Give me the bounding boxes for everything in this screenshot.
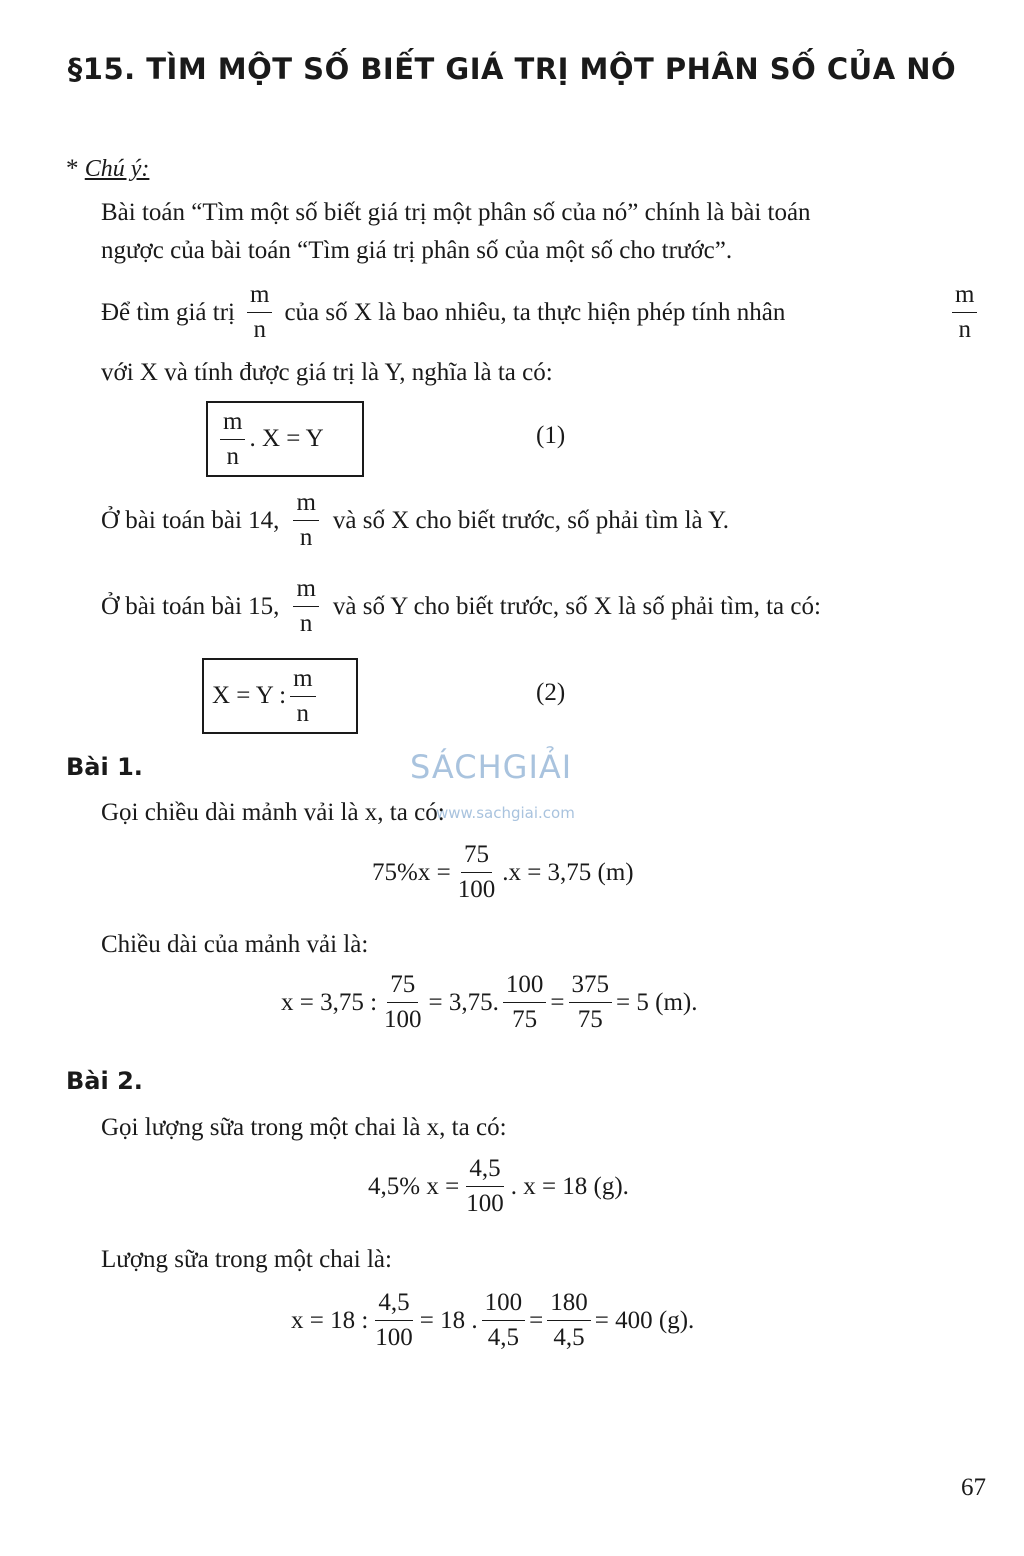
fraction-denominator: n (299, 524, 313, 551)
fraction-m-n-2 (952, 278, 977, 347)
fraction-numerator: 100 (503, 968, 547, 1003)
formula-1-box (206, 401, 364, 477)
page-title: §15. TÌM MỘT SỐ BIẾT GIÁ TRỊ MỘT PHÂN SỐ CỦA NÓ (67, 52, 957, 86)
note-star: * (66, 155, 79, 182)
fraction-denominator: 4,5 (553, 1324, 585, 1351)
fraction-numerator: 100 (482, 1286, 526, 1321)
fraction-numerator: m (290, 662, 315, 697)
fraction-denominator: n (226, 442, 239, 470)
formula-1-rest: . X = Y (249, 425, 324, 452)
formula-text: .x = 3,75 (m) (502, 858, 634, 886)
note-line-5 (101, 486, 729, 555)
fraction-m-n-right (948, 278, 981, 347)
note-line-3 (101, 278, 785, 347)
formula-fraction (547, 1286, 591, 1355)
fraction-numerator: 4,5 (375, 1286, 412, 1321)
formula-text: = (550, 988, 565, 1016)
fraction-numerator: m (293, 572, 318, 607)
fraction-denominator: n (958, 316, 971, 343)
fraction-denominator: 4,5 (487, 1324, 520, 1351)
formula-2-pre: X = Y : (212, 682, 287, 709)
fraction-numerator: 375 (569, 968, 613, 1003)
fraction-numerator: 75 (387, 968, 418, 1003)
formula-fraction (503, 968, 547, 1037)
exercise-1-line-2: Chiều dài của mảnh vải là: (101, 931, 369, 958)
note-label (66, 154, 149, 184)
note-line-3-end: của số X là bao nhiêu, ta thực hiện phép tính nhân (284, 298, 786, 326)
fraction-denominator: 100 (466, 1190, 504, 1217)
exercise-1-line-1: Gọi chiều dài mảnh vải là x, ta có: (101, 799, 445, 826)
exercise-1-formula-2 (281, 968, 697, 1037)
fraction-numerator: 4,5 (466, 1152, 503, 1187)
note-line-6-end: và số Y cho biết trước, số X là số phải tìm, ta có: (332, 592, 821, 620)
fraction-denominator: n (253, 316, 266, 343)
formula-fraction (372, 1286, 416, 1355)
fraction-numerator: m (220, 405, 245, 440)
formula-text: = 400 (g). (594, 1306, 695, 1334)
note-line-1: Bài toán “Tìm một số biết giá trị một phân số của nó” chính là bài toán (101, 199, 811, 226)
exercise-2-line-1: Gọi lượng sữa trong một chai là x, ta có: (101, 1114, 507, 1141)
formula-1-label: (1) (536, 422, 566, 449)
note-label-text: Chú ý: (84, 156, 150, 182)
fraction-numerator: 75 (461, 838, 492, 873)
fraction-denominator: n (296, 699, 310, 727)
formula-text: . x = 18 (g). (510, 1172, 629, 1200)
page-number: 67 (961, 1474, 986, 1501)
formula-text: = 18 . (419, 1306, 478, 1334)
fraction-m-n (247, 278, 272, 347)
exercise-2-line-2: Lượng sữa trong một chai là: (101, 1246, 392, 1273)
exercise-2-formula-1 (368, 1152, 629, 1221)
note-line-5-end: và số X cho biết trước, số phải tìm là Y. (332, 506, 730, 534)
formula-text: = (529, 1306, 544, 1334)
formula-text: x = 3,75 : (281, 988, 378, 1016)
fraction-m-n-4 (293, 572, 318, 641)
formula-2-fraction (290, 662, 315, 731)
fraction-denominator: 75 (577, 1006, 603, 1033)
formula-text: = 5 (m). (616, 988, 698, 1016)
exercise-2-formula-2 (291, 1286, 694, 1355)
note-line-6 (101, 572, 821, 641)
note-line-2: ngược của bài toán “Tìm giá trị phân số của một số cho trước”. (101, 237, 733, 264)
note-line-6-start: Ở bài toán bài 15, (101, 592, 280, 620)
formula-fraction (569, 968, 613, 1037)
formula-text: 4,5% x = (368, 1172, 460, 1200)
fraction-denominator: 100 (384, 1006, 422, 1033)
fraction-numerator: m (293, 486, 318, 521)
formula-2-label: (2) (536, 679, 566, 706)
exercise-2-heading: Bài 2. (66, 1067, 143, 1095)
exercise-1-formula-1 (372, 838, 634, 907)
formula-2-box (202, 658, 358, 734)
formula-fraction (455, 838, 499, 907)
note-line-4: với X và tính được giá trị là Y, nghĩa là ta có: (101, 359, 553, 386)
fraction-denominator: n (299, 610, 313, 637)
watermark-logo: SÁCHGIẢI (410, 748, 573, 786)
fraction-numerator: m (247, 278, 272, 313)
formula-fraction (381, 968, 425, 1037)
formula-text: x = 18 : (291, 1306, 369, 1334)
formula-text: = 3,75. (428, 988, 499, 1016)
note-line-3-start: Để tìm giá trị (101, 298, 235, 326)
fraction-denominator: 100 (457, 876, 496, 903)
formula-text: 75%x = (372, 858, 451, 886)
fraction-m-n-3 (293, 486, 318, 555)
formula-fraction (463, 1152, 507, 1221)
watermark-url: www.sachgiai.com (436, 804, 575, 822)
fraction-denominator: 75 (512, 1006, 538, 1033)
formula-1-fraction (220, 405, 245, 474)
fraction-numerator: 180 (547, 1286, 591, 1321)
fraction-numerator: m (952, 278, 977, 313)
formula-fraction (482, 1286, 526, 1355)
note-line-5-start: Ở bài toán bài 14, (101, 506, 280, 534)
exercise-1-heading: Bài 1. (66, 753, 143, 781)
fraction-denominator: 100 (375, 1324, 413, 1351)
